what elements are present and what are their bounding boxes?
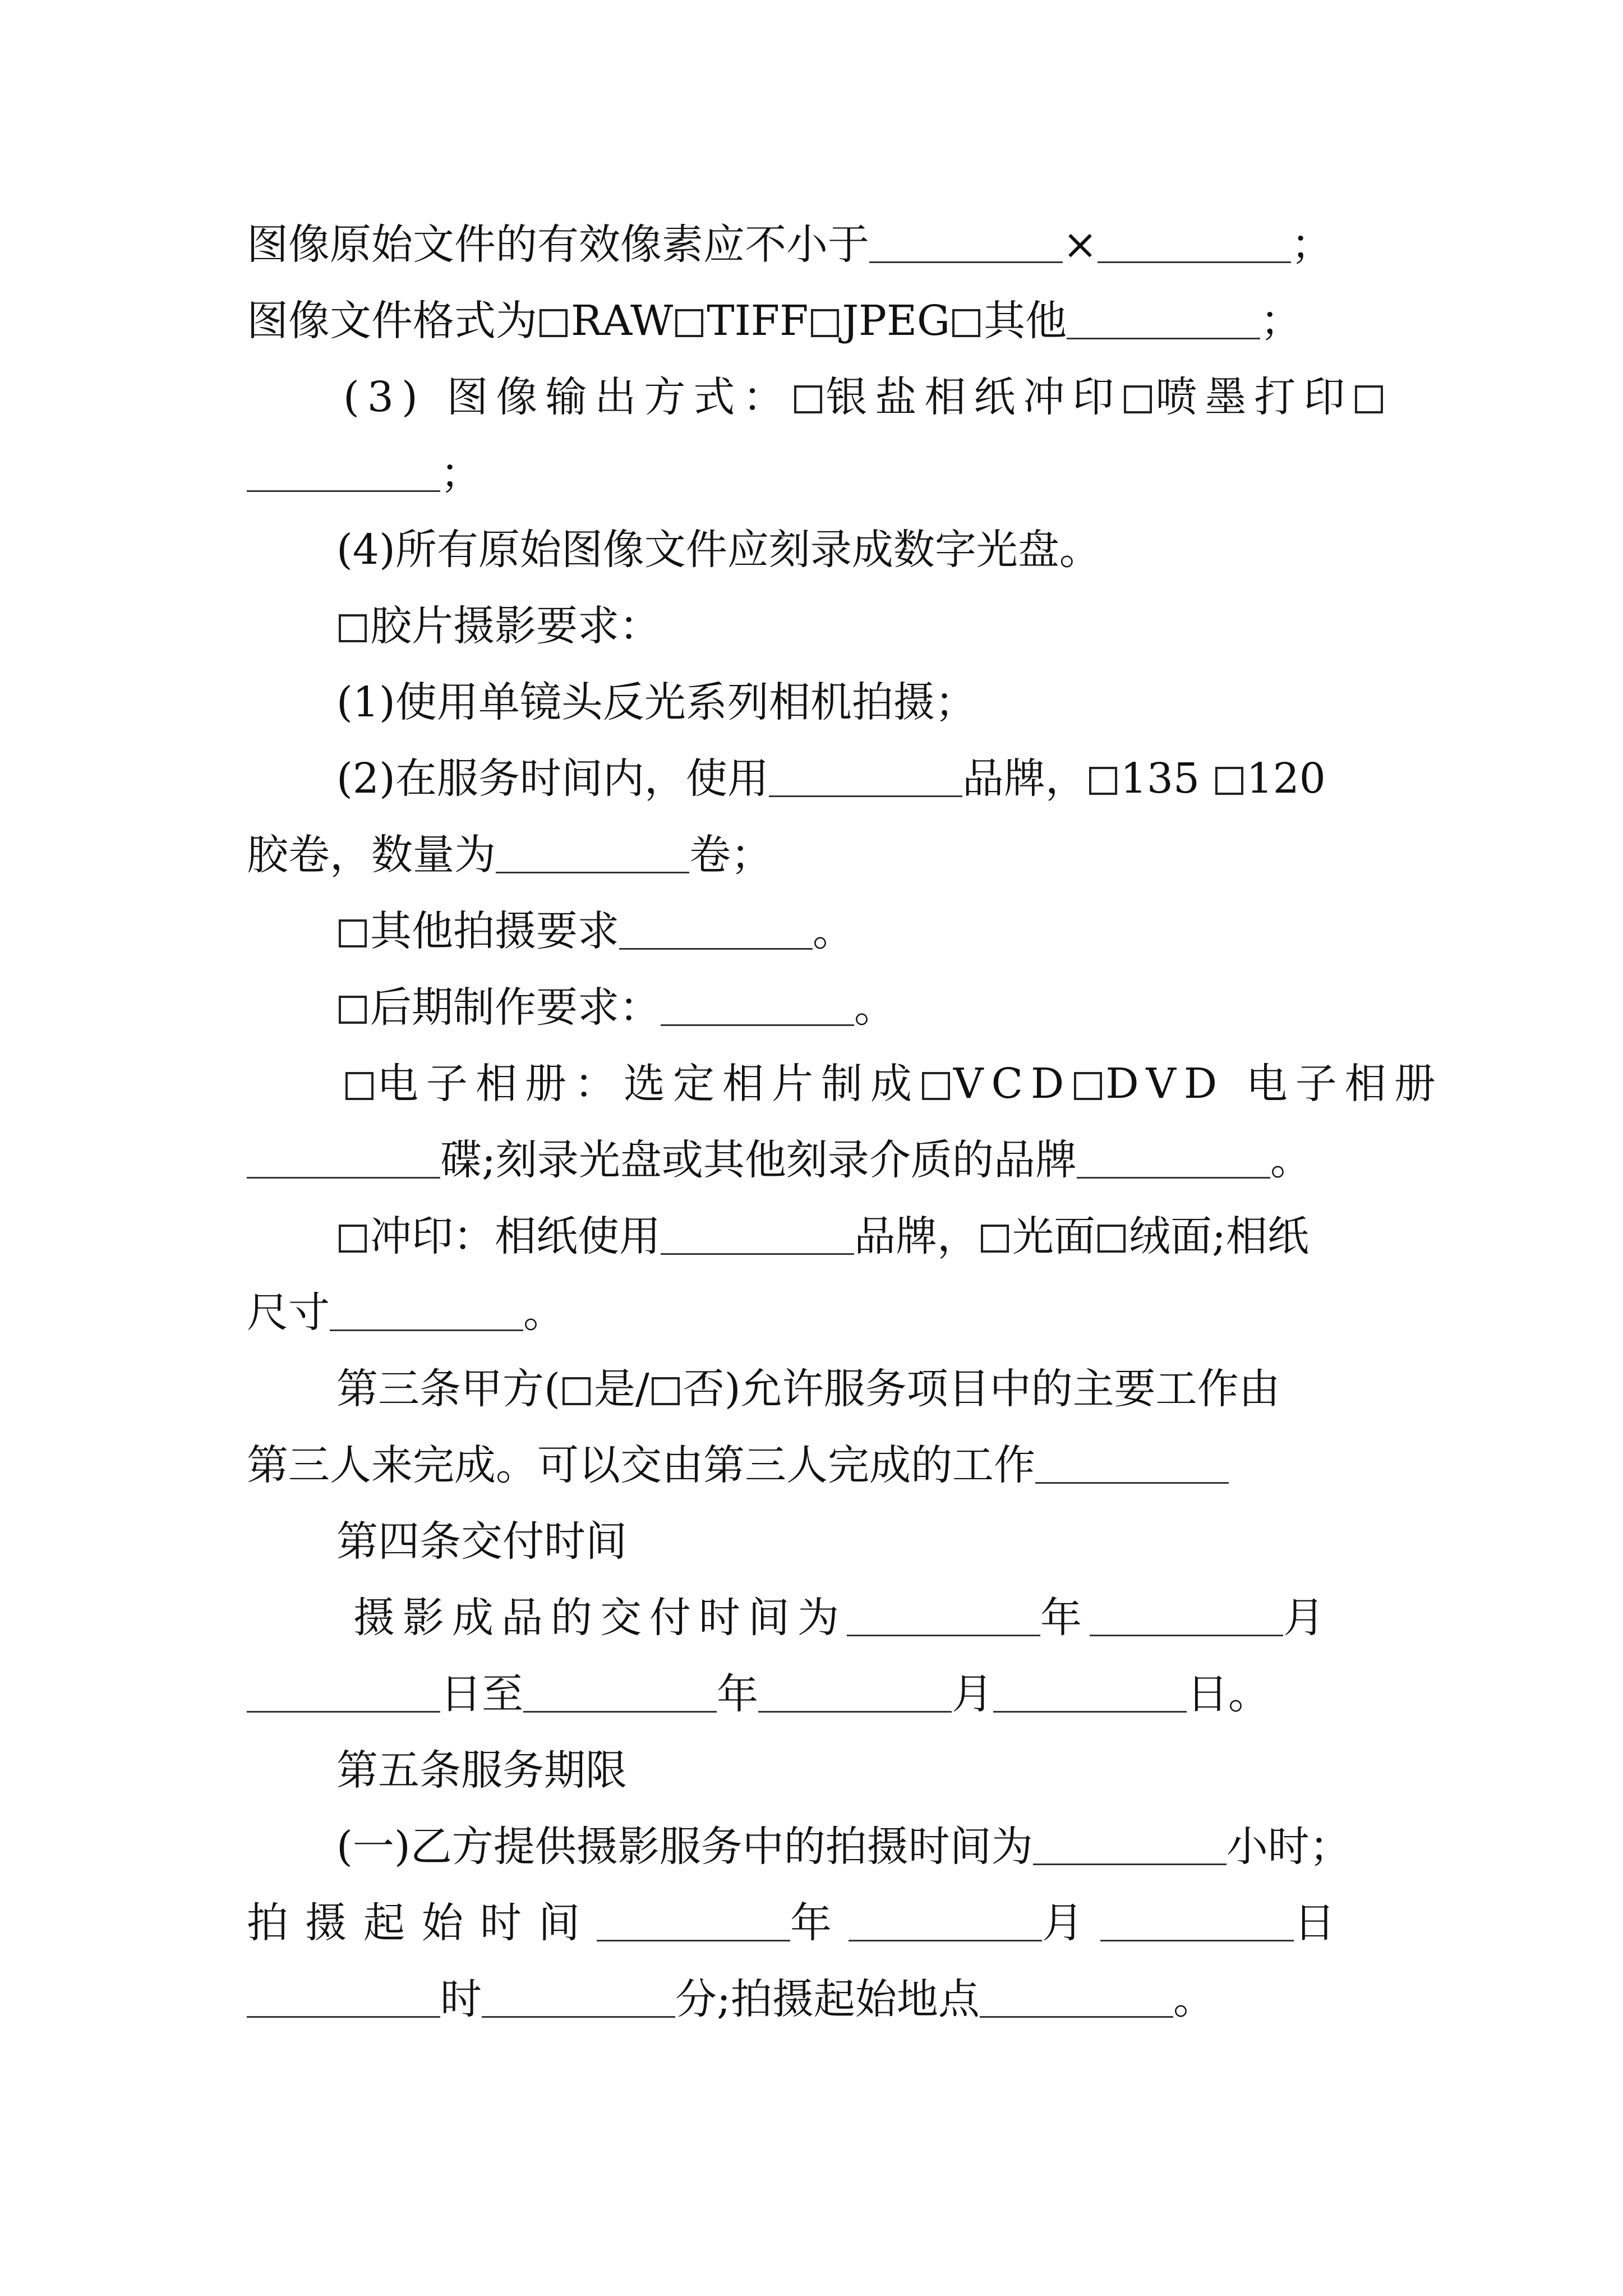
checkbox-icon[interactable] bbox=[675, 309, 703, 337]
text: 胶片摄影要求： bbox=[370, 602, 661, 650]
text: 时 bbox=[440, 1975, 482, 2023]
blank-field[interactable] bbox=[869, 228, 1063, 263]
text-line bbox=[247, 1285, 1380, 1341]
text: 。 bbox=[854, 983, 896, 1032]
text-line bbox=[336, 903, 1380, 959]
checkbox-icon[interactable] bbox=[1355, 385, 1383, 413]
blank-field[interactable] bbox=[849, 1906, 1042, 1941]
text: 摄影成品的交付时间为 bbox=[353, 1594, 847, 1642]
checkbox-icon[interactable] bbox=[345, 1072, 374, 1100]
blank-field[interactable] bbox=[1077, 1143, 1270, 1179]
text: (1)使用单镜头反光系列相机拍摄； bbox=[336, 678, 976, 726]
checkbox-icon[interactable] bbox=[1089, 767, 1117, 795]
blank-field[interactable] bbox=[597, 1906, 790, 1941]
checkbox-icon[interactable] bbox=[339, 614, 367, 642]
text: 年 bbox=[717, 1670, 758, 1718]
blank-field[interactable] bbox=[247, 1143, 440, 1179]
text-line bbox=[343, 369, 1386, 425]
section-heading bbox=[336, 1513, 1380, 1570]
text: 。 bbox=[1270, 1136, 1312, 1184]
text: 日至 bbox=[440, 1670, 523, 1718]
text-line bbox=[247, 293, 1380, 349]
text: 图像原始文件的有效像素应不小于 bbox=[247, 220, 869, 269]
blank-field[interactable] bbox=[523, 1677, 717, 1713]
text-line bbox=[247, 445, 1380, 501]
text: 后期制作要求： bbox=[370, 983, 661, 1032]
checkbox-icon[interactable] bbox=[794, 385, 822, 413]
blank-field[interactable] bbox=[661, 1220, 854, 1255]
text: ； bbox=[1260, 297, 1302, 345]
text-line bbox=[247, 1132, 1380, 1188]
text: 品牌， bbox=[962, 754, 1087, 803]
text: 小时； bbox=[1226, 1823, 1351, 1871]
text: ； bbox=[1291, 220, 1333, 269]
text: 日 bbox=[1294, 1899, 1352, 1947]
blank-field[interactable] bbox=[1100, 1906, 1294, 1941]
text: × bbox=[1063, 220, 1098, 269]
option-label: 喷墨打印 bbox=[1155, 373, 1353, 421]
text: 其他拍摄要求 bbox=[370, 907, 619, 955]
text-line bbox=[336, 522, 1380, 578]
text: 。 bbox=[1173, 1975, 1215, 2023]
blank-field[interactable] bbox=[247, 1982, 440, 2018]
option-label: 120 bbox=[1246, 754, 1326, 803]
section-heading bbox=[336, 1742, 1380, 1798]
text: 拍摄起始时间 bbox=[247, 1899, 597, 1947]
blank-field[interactable] bbox=[1033, 1830, 1227, 1865]
text-line bbox=[336, 1361, 1380, 1417]
blank-field[interactable] bbox=[496, 838, 689, 873]
text-line bbox=[336, 1208, 1380, 1264]
text: 电子相册：选定相片制成 bbox=[377, 1060, 920, 1108]
text: ； bbox=[440, 449, 482, 498]
blank-field[interactable] bbox=[619, 914, 813, 950]
text-line bbox=[336, 674, 1380, 730]
checkbox-icon[interactable] bbox=[1124, 385, 1152, 413]
text-line bbox=[336, 979, 1380, 1036]
text: 日。 bbox=[1187, 1670, 1270, 1718]
checkbox-icon[interactable] bbox=[1074, 1072, 1102, 1100]
checkbox-icon[interactable] bbox=[562, 1377, 591, 1405]
blank-field[interactable] bbox=[1090, 1601, 1283, 1636]
blank-field[interactable] bbox=[980, 1982, 1173, 2018]
checkbox-icon[interactable] bbox=[339, 996, 367, 1024]
text: 第四条交付时间 bbox=[336, 1517, 627, 1566]
text-line bbox=[336, 598, 1380, 654]
text: 碟;刻录光盘或其他刻录介质的品牌 bbox=[440, 1136, 1077, 1184]
checkbox-icon[interactable] bbox=[1215, 767, 1243, 795]
blank-field[interactable] bbox=[758, 1677, 952, 1713]
text-line bbox=[247, 827, 1380, 883]
option-label: 其他 bbox=[984, 297, 1067, 345]
checkbox-icon[interactable] bbox=[981, 1225, 1009, 1253]
text: 分;拍摄起始地点 bbox=[675, 1975, 980, 2023]
text: 第三条甲方( bbox=[336, 1365, 560, 1413]
text-line bbox=[247, 217, 1380, 273]
option-label: 银盐相纸冲印 bbox=[826, 373, 1122, 421]
option-label: DVD 电子相册 bbox=[1105, 1060, 1444, 1108]
text-line bbox=[247, 1895, 1380, 1951]
text: 月 bbox=[1042, 1899, 1100, 1947]
text: 年 bbox=[1040, 1594, 1090, 1642]
option-label: 光面 bbox=[1012, 1212, 1095, 1260]
text-line bbox=[247, 1437, 1380, 1493]
text: 年 bbox=[790, 1899, 849, 1947]
blank-field[interactable] bbox=[1067, 304, 1260, 339]
text: (一)乙方提供摄影服务中的拍摄时间为 bbox=[336, 1823, 1033, 1871]
option-label: RAW bbox=[571, 297, 674, 345]
text-line bbox=[247, 1971, 1380, 2027]
blank-field[interactable] bbox=[993, 1677, 1187, 1713]
blank-field[interactable] bbox=[330, 1296, 523, 1331]
option-label: 135 bbox=[1120, 754, 1200, 803]
text: 月 bbox=[952, 1670, 993, 1718]
checkbox-icon[interactable] bbox=[339, 1225, 367, 1253]
text-line bbox=[336, 751, 1380, 807]
text-line bbox=[336, 1819, 1380, 1875]
text-line bbox=[247, 1666, 1380, 1722]
text: 否)允许服务项目中的主要工作由 bbox=[683, 1365, 1280, 1413]
checkbox-icon[interactable] bbox=[652, 1377, 680, 1405]
text: 冲印：相纸使用 bbox=[370, 1212, 661, 1260]
blank-field[interactable] bbox=[247, 1677, 440, 1713]
text: 尺寸 bbox=[247, 1289, 330, 1337]
text: 月 bbox=[1283, 1594, 1332, 1642]
checkbox-icon[interactable] bbox=[952, 309, 980, 337]
blank-field[interactable] bbox=[482, 1982, 675, 2018]
text: 。 bbox=[523, 1289, 565, 1337]
text: 第五条服务期限 bbox=[336, 1746, 627, 1795]
checkbox-icon[interactable] bbox=[1098, 1225, 1126, 1253]
blank-field[interactable] bbox=[1098, 228, 1291, 263]
option-label: JPEG bbox=[842, 297, 951, 345]
text: (2)在服务时间内，使用 bbox=[336, 754, 769, 803]
option-label: TIFF bbox=[707, 297, 809, 345]
text-line bbox=[343, 1056, 1444, 1112]
blank-field[interactable] bbox=[847, 1601, 1040, 1636]
text: 图像文件格式为 bbox=[247, 297, 537, 345]
checkbox-icon[interactable] bbox=[540, 309, 568, 337]
blank-field[interactable] bbox=[247, 457, 440, 492]
option-label: 绒面;相纸 bbox=[1129, 1212, 1309, 1260]
text-line bbox=[353, 1590, 1396, 1646]
text: 。 bbox=[813, 907, 854, 955]
option-label: VCD bbox=[953, 1060, 1072, 1108]
blank-field[interactable] bbox=[661, 991, 854, 1026]
text: 品牌， bbox=[854, 1212, 979, 1260]
text: (3) 图像输出方式： bbox=[343, 373, 792, 421]
text: 卷； bbox=[689, 831, 772, 879]
blank-field[interactable] bbox=[1035, 1448, 1229, 1484]
text: (4)所有原始图像文件应刻录成数字光盘。 bbox=[336, 526, 1101, 574]
option-label: 是/ bbox=[593, 1365, 649, 1413]
checkbox-icon[interactable] bbox=[922, 1072, 950, 1100]
blank-field[interactable] bbox=[769, 762, 962, 797]
checkbox-icon[interactable] bbox=[339, 919, 367, 947]
text: 第三人来完成。可以交由第三人完成的工作 bbox=[247, 1441, 1035, 1489]
checkbox-icon[interactable] bbox=[811, 309, 839, 337]
text: 胶卷，数量为 bbox=[247, 831, 496, 879]
